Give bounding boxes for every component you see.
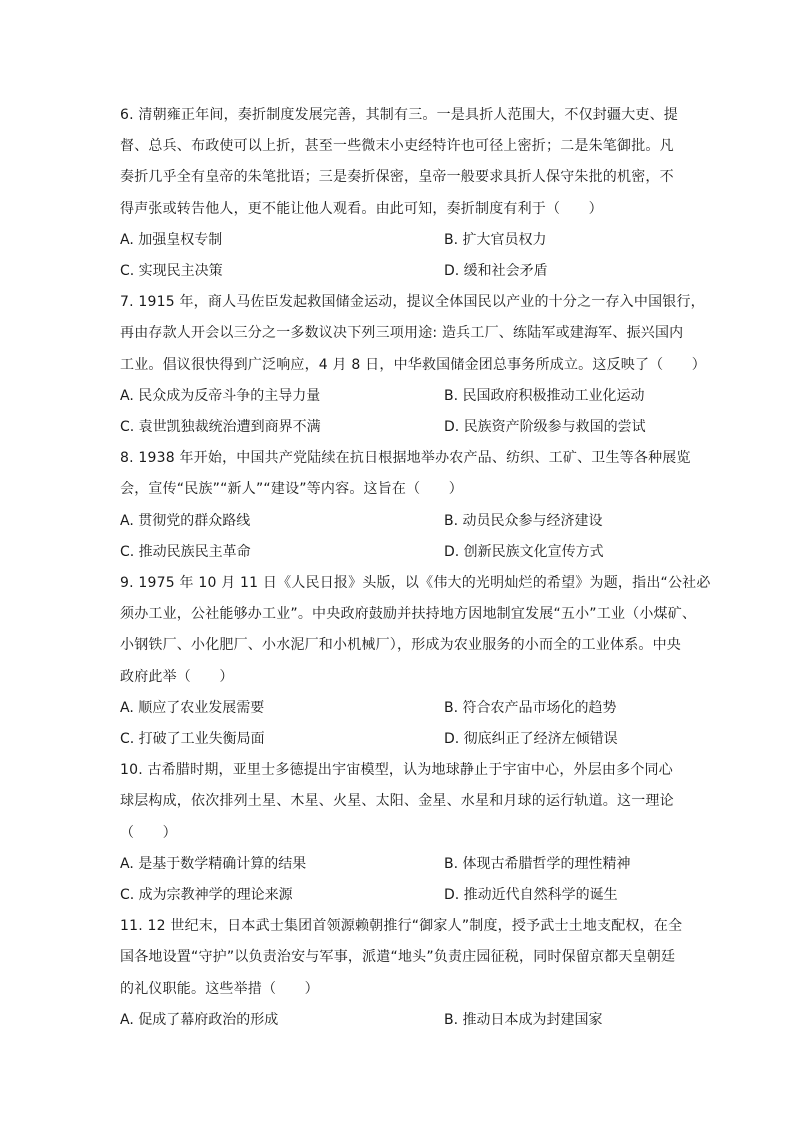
option-d: D. 缓和社会矛盾 [444,263,548,280]
option-row [120,537,680,568]
question-7 [120,287,706,443]
option-a: A. 是基于数学精确计算的结果 [120,855,307,872]
option-row [120,693,680,724]
option-row [120,225,680,256]
question-text-line: 国各地设置“守护”以负责治安与军事，派遣“地头”负责庄园征税，同时保留京都天皇朝廷 [120,949,676,966]
option-b: B. 体现古希腊哲学的理性精神 [444,855,631,872]
option-a: A. 加强皇权专制 [120,231,223,248]
option-a: A. 民众成为反帝斗争的主导力量 [120,387,321,404]
question-9 [120,568,711,755]
question-text-line: 7. 1915 年，商人马佐臣发起救国储金运动，提议全体国民以产业的十分之一存入中国银行， [120,294,705,311]
option-c: C. 成为宗教神学的理论来源 [120,887,293,904]
option-row [120,880,680,911]
option-row [120,1005,680,1036]
question-text-line: 督、总兵、布政使可以上折，甚至一些微末小吏经特许也可径上密折；二是朱笔御批。凡 [120,138,674,155]
question-text-line: 奏折几乎全有皇帝的朱笔批语；三是奏折保密，皇帝一般要求具折人保守朱批的机密，不 [120,169,674,186]
question-6 [120,100,680,287]
question-text-line: 须办工业，公社能够办工业”。中央政府鼓励并扶持地方因地制宜发展“五小”工业（小煤矿、 [120,606,697,623]
option-b: B. 符合农产品市场化的趋势 [444,699,617,716]
question-text-line: 球层构成，依次排列土星、木星、火星、太阳、金星、水星和月球的运行轨道。这一理论 [120,793,674,810]
option-c: C. 实现民主决策 [120,263,223,280]
question-text-line: 工业。倡议很快得到广泛响应，4 月 8 日，中华救国储金团总事务所成立。这反映了（ ） [120,356,706,373]
question-text-line: 政府此举（ ） [120,668,234,685]
option-row [120,724,680,755]
question-text-line: 11. 12 世纪末，日本武士集团首领源赖朝推行“御家人”制度，授予武士土地支配权，在全 [120,918,683,935]
question-text-line: 8. 1938 年开始，中国共产党陆续在抗日根据地举办农产品、纺织、工矿、卫生等各种展览 [120,450,691,467]
option-c: C. 打破了工业失衡局面 [120,731,265,748]
option-row [120,412,680,443]
option-d: D. 彻底纠正了经济左倾错误 [444,731,618,748]
question-text-line: 小钢铁厂、小化肥厂、小水泥厂和小机械厂），形成为农业服务的小而全的工业体系。中央 [120,637,681,654]
option-b: B. 扩大官员权力 [444,231,547,248]
option-b: B. 推动日本成为封建国家 [444,1011,603,1028]
option-b: B. 动员民众参与经济建设 [444,512,603,529]
question-text-line: 会，宣传“民族”“新人”“建设”等内容。这旨在（ ） [120,481,463,498]
option-b: B. 民国政府积极推动工业化运动 [444,387,645,404]
question-text-line: （ ） [120,824,177,841]
option-row [120,506,680,537]
option-row [120,849,680,880]
option-d: D. 民族资产阶级参与救国的尝试 [444,419,646,436]
question-11 [120,911,683,1036]
question-text-line: 再由存款人开会以三分之一多数议决下列三项用途: 造兵工厂、练陆军或建海军、振兴国内 [120,325,684,342]
question-text-line: 10. 古希腊时期，亚里士多德提出宇宙模型，认为地球静止于宇宙中心，外层由多个同心 [120,762,673,779]
option-d: D. 创新民族文化宣传方式 [444,543,604,560]
option-a: A. 促成了幕府政治的形成 [120,1011,279,1028]
option-row [120,381,680,412]
option-row [120,256,680,287]
option-d: D. 推动近代自然科学的诞生 [444,887,618,904]
option-c: C. 推动民族民主革命 [120,543,251,560]
question-text-line: 9. 1975 年 10 月 11 日《人民日报》头版，以《伟大的光明灿烂的希望》为题，指出“公社必 [120,575,711,592]
question-text-line: 得声张或转告他人，更不能让他人观看。由此可知，奏折制度有利于（ ） [120,200,603,217]
option-c: C. 袁世凯独裁统治遭到商界不满 [120,419,321,436]
question-10 [120,755,680,911]
question-8 [120,443,691,568]
question-text-line: 的礼仪职能。这些举措（ ） [120,980,319,997]
option-a: A. 顺应了农业发展需要 [120,699,265,716]
question-text-line: 6. 清朝雍正年间，奏折制度发展完善，其制有三。一是具折人范围大，不仅封疆大吏、提 [120,107,679,123]
option-a: A. 贯彻党的群众路线 [120,512,251,529]
question-list [120,100,711,1036]
